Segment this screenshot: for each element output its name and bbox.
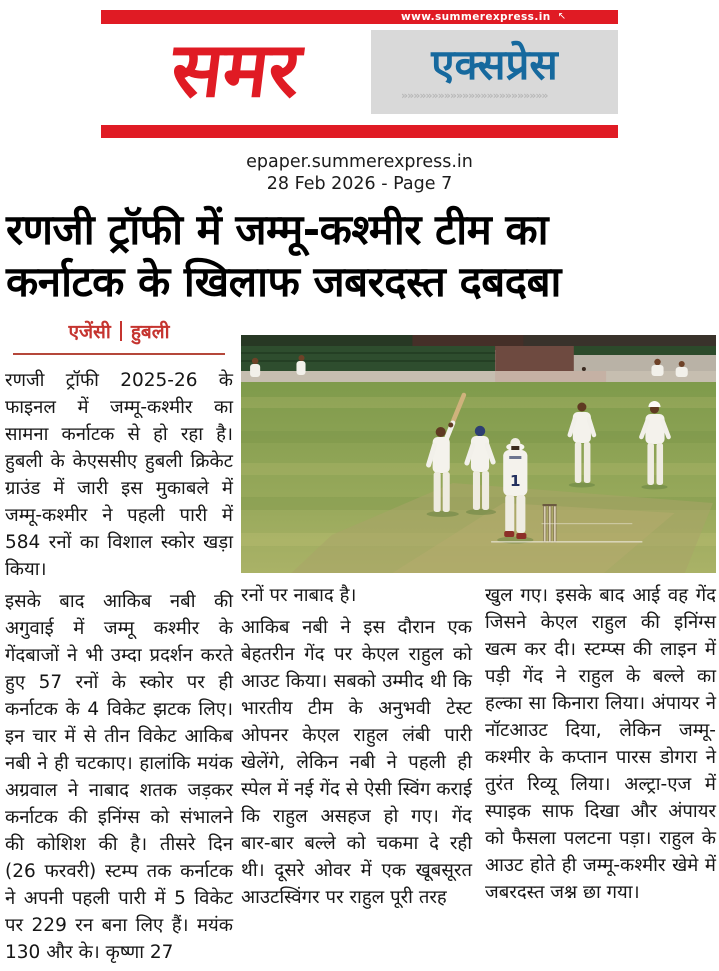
stand-row bbox=[241, 352, 495, 354]
boundary-wall bbox=[241, 371, 716, 382]
paragraph: रणजी ट्रॉफी 2025-26 के फाइनल में जम्मू-कश्मीर का सामना कर्नाटक से हो रहा है। हुबली के केएससीए हुबली क्रिकेट ग्राउंड में जारी इस मुकाबले में जम्मू-कश्मीर ने पहली पारी में 584 रनों का विशाल स्कोर खड़ा किया। bbox=[5, 370, 233, 580]
masthead-logo-row bbox=[101, 24, 618, 123]
stand-row bbox=[241, 360, 495, 362]
jersey-number: 1 bbox=[510, 472, 521, 490]
byline-rule bbox=[13, 353, 225, 355]
logo-secondary-text: एक्सप्रेस bbox=[431, 40, 558, 90]
column-left bbox=[5, 316, 241, 971]
article-photo bbox=[241, 335, 716, 573]
hedge bbox=[574, 346, 716, 355]
column-middle bbox=[241, 582, 472, 916]
paragraph: इसके बाद आकिब नबी की अगुवाई में जम्मू कश्मीर के गेंदबाजों ने भी उम्दा प्रदर्शन करते हुए 57 रनों के स्कोर पर ही कर्नाटक के 4 विकेट झटक लिए। इन चार में से तीन विकेट आकिब नबी ने ही चटकाए। हालांकि मयंक अग्रवाल ने नाबाद शतक जड़कर कर्नाटक की इनिंग्स को संभालने की कोशिश की है। तीसरे दिन (26 फरवरी) स्टम्प तक कर्नाटक ने अपनी पहली पारी में 5 विकेट पर 229 रन बना लिए हैं। मयंक 130 और के। कृष्णा 27 bbox=[5, 591, 233, 963]
epaper-url-link[interactable]: epaper.summerexpress.in bbox=[246, 152, 473, 172]
article-headline bbox=[0, 195, 719, 308]
date-page-label: 28 Feb 2026 - Page 7 bbox=[266, 174, 453, 194]
wall-red bbox=[495, 346, 576, 372]
cursor-arrow-icon: ↖ bbox=[557, 11, 566, 22]
website-url-link[interactable]: www.summerexpress.in bbox=[401, 10, 551, 23]
crease-line bbox=[542, 523, 633, 524]
pageinfo bbox=[0, 151, 719, 195]
masthead bbox=[101, 10, 618, 138]
article-columns bbox=[241, 582, 716, 916]
headline-line-1: रणजी ट्रॉफी में जम्मू-कश्मीर टीम का bbox=[6, 205, 548, 254]
stand-green bbox=[241, 346, 495, 373]
logo-secondary-box bbox=[371, 30, 618, 114]
ball bbox=[582, 367, 586, 371]
byline bbox=[5, 318, 233, 344]
byline-agency: एजेंसी bbox=[68, 321, 111, 343]
masthead-top-bar bbox=[101, 10, 618, 24]
crease-line bbox=[491, 541, 642, 543]
headline-line-2: कर्नाटक के खिलाफ जबरदस्त दबदबा bbox=[6, 257, 561, 306]
masthead-bottom-bar bbox=[101, 125, 618, 138]
paragraph: आकिब नबी ने इस दौरान एक बेहतरीन गेंद पर केएल राहुल को आउट किया। सबको उम्मीद थी कि भारतीय टीम के अनुभवी टेस्ट ओपनर केएल राहुल लंबी पारी खेलेंगे, लेकिन नबी ने पहली ही स्पेल में नई गेंद से ऐसी स्विंग कराई कि राहुल असहज हो गए। गेंद बार-बार बल्ले को चकमा दे रही थी। दूसरे ओवर में एक खूबसूरत आउटस्विंगर पर राहुल पूरी तरह bbox=[241, 617, 472, 908]
paragraph: रनों पर नाबाद है। bbox=[241, 585, 357, 606]
wall-gray bbox=[574, 355, 716, 373]
article-content bbox=[0, 316, 719, 971]
byline-location: हुबली bbox=[130, 321, 170, 343]
column-right bbox=[485, 582, 716, 916]
byline-divider bbox=[120, 321, 122, 341]
chevron-pattern-icon: »»»»»»»»»»»»»»»»»»»»»»»» bbox=[401, 88, 548, 102]
boundary-wall-tint bbox=[495, 371, 606, 382]
cricket-ground-photo bbox=[241, 335, 716, 573]
article-right-area bbox=[241, 316, 716, 971]
paragraph: खुल गए। इसके बाद आई वह गेंद जिसने केएल राहुल की इनिंग्स खत्म कर दी। स्टम्प्स की लाइन में पड़ी गेंद ने राहुल के बल्ले का हल्का सा किनारा लिया। अंपायर ने नॉटआउट दिया, लेकिन जम्मू-कश्मीर के कप्तान पारस डोगरा ने तुरंत रिव्यू लिया। अल्ट्रा-एज में स्पाइक साफ दिखा और अंपायर को फैसला पलटना पड़ा। राहुल के आउट होते ही जम्मू-कश्मीर खेमे में जबरदस्त जश्न छा गया। bbox=[485, 585, 716, 903]
logo-primary-text: समर bbox=[166, 25, 306, 114]
